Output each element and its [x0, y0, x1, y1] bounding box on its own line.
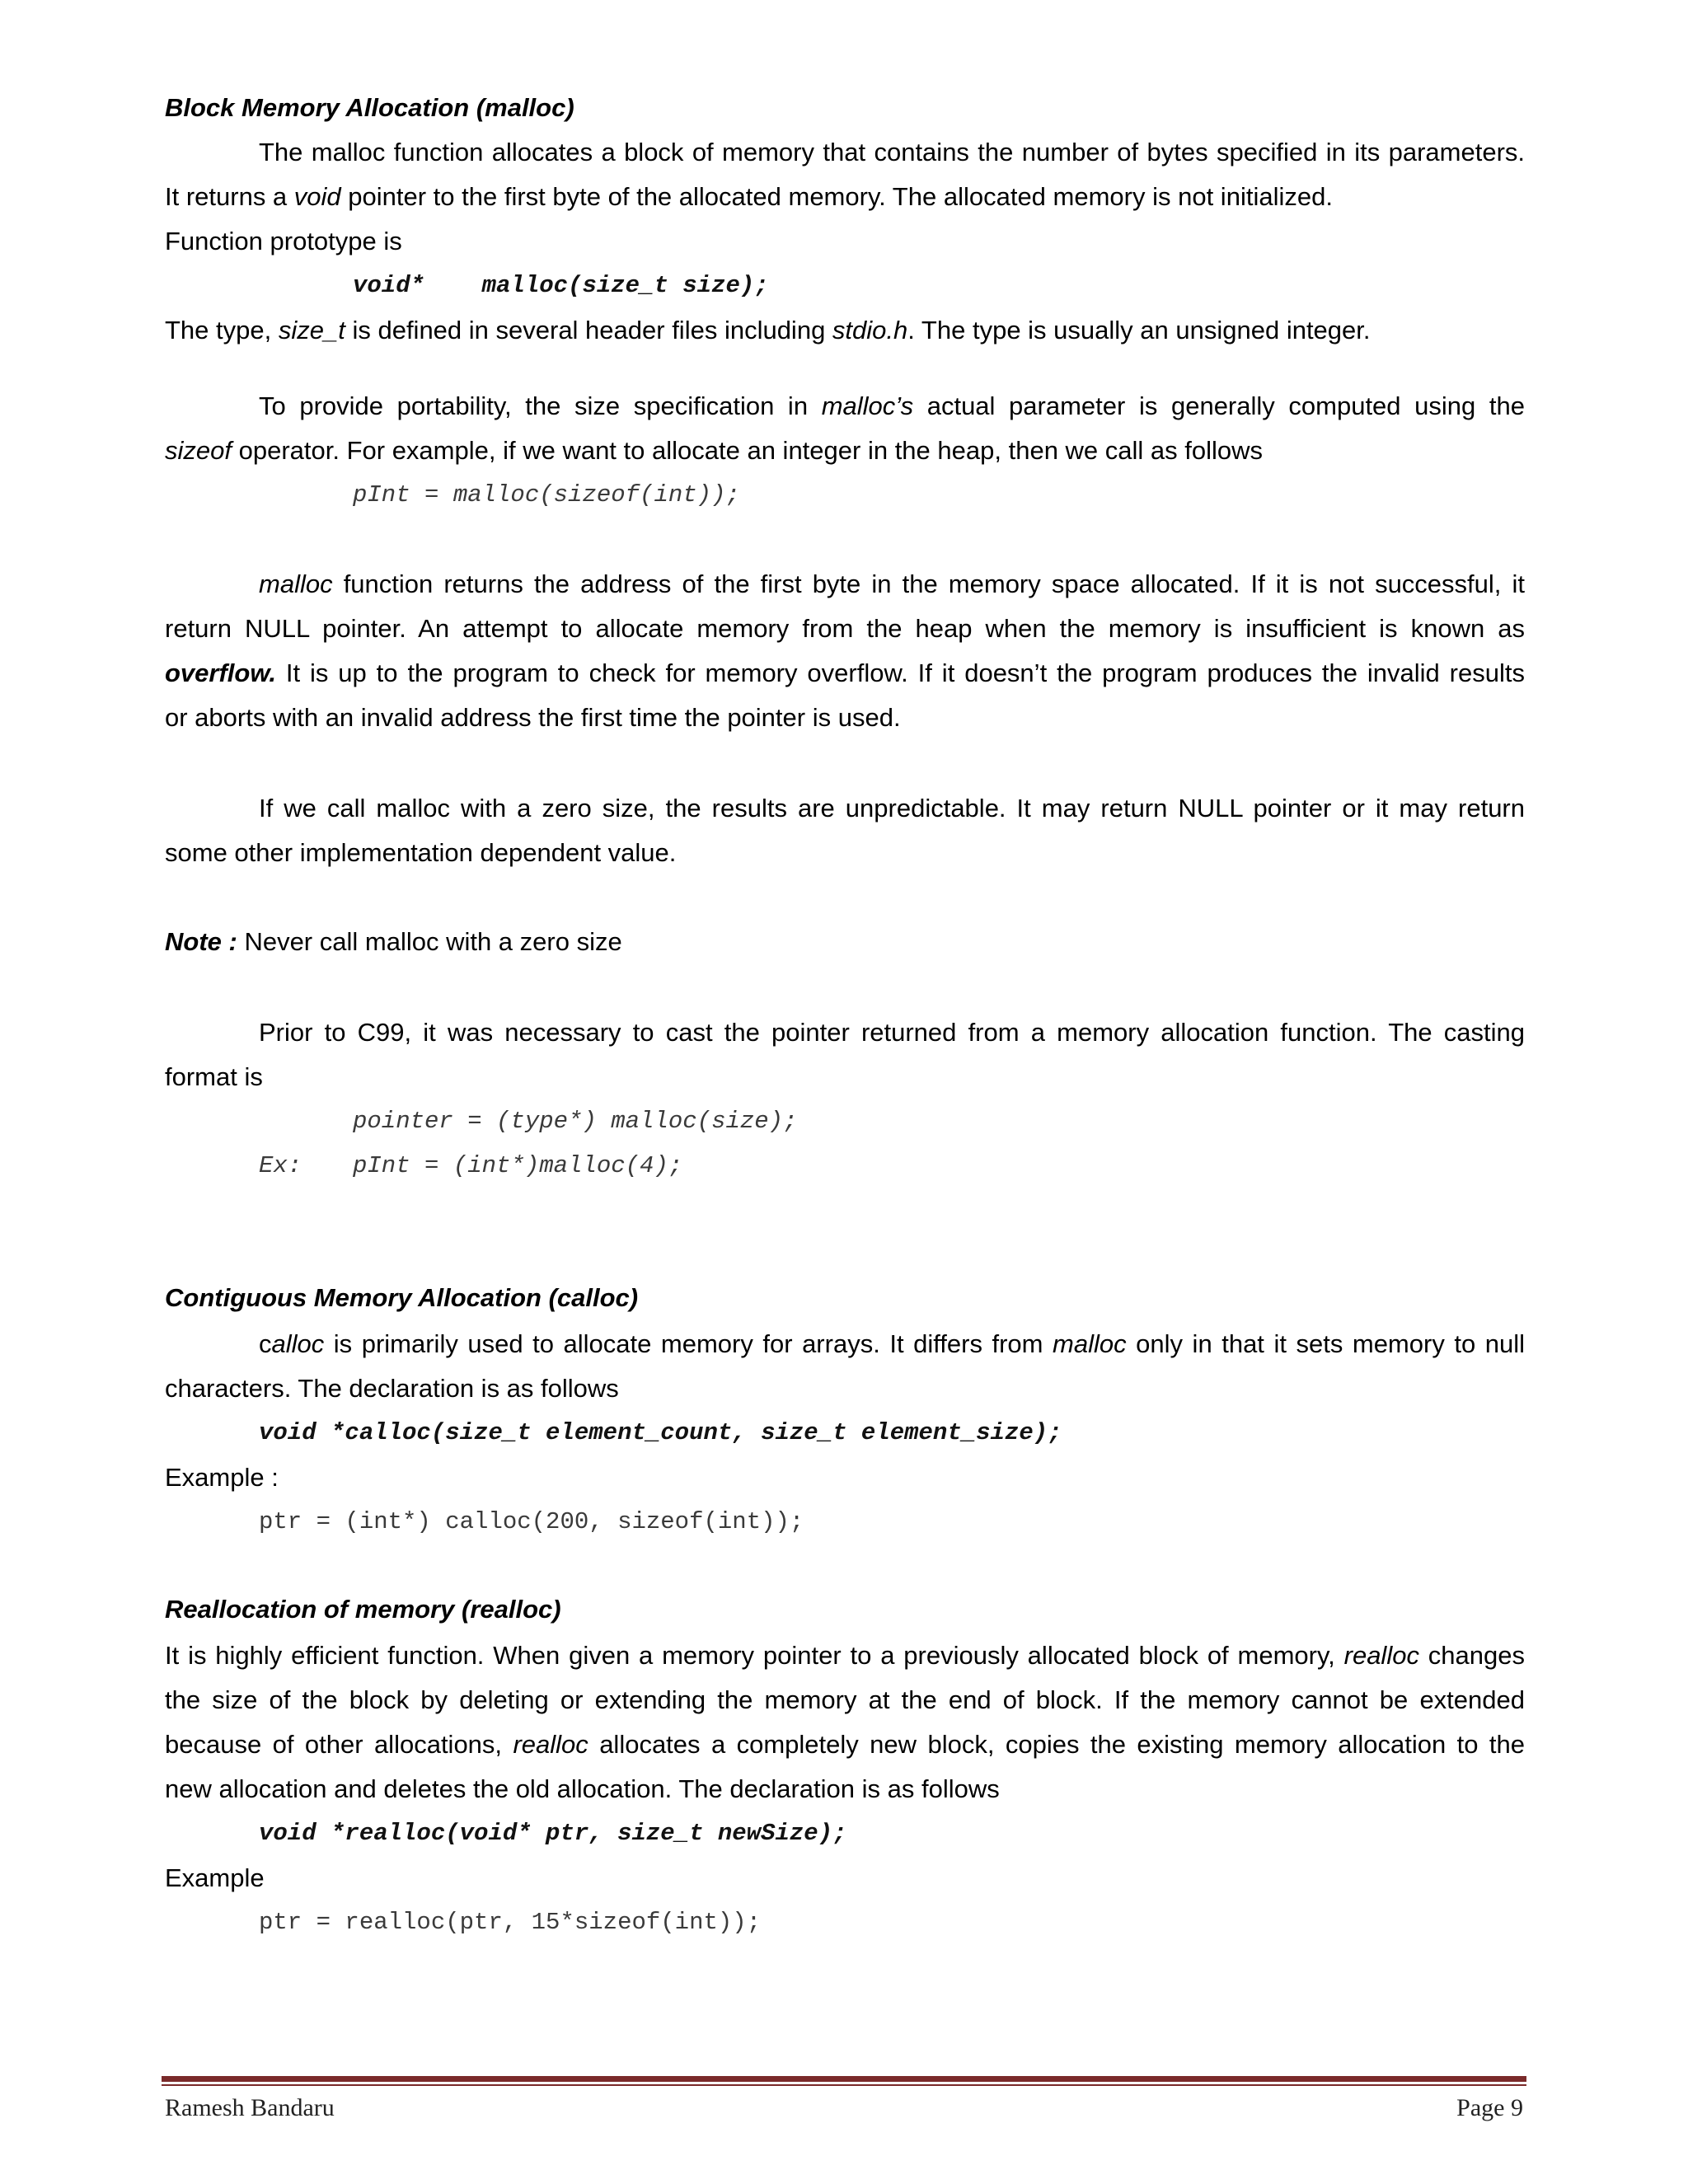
prototype-label: Function prototype is [165, 227, 402, 255]
heading-calloc: Contiguous Memory Allocation (calloc) [165, 1283, 639, 1312]
calloc-example-code: ptr = (int*) calloc(200, sizeof(int)); [259, 1508, 804, 1535]
cast-code: pointer = (type*) malloc(size); [353, 1108, 798, 1135]
cast-example-code: pInt = (int*)malloc(4); [353, 1152, 683, 1179]
realloc-example-label: Example [165, 1863, 265, 1892]
return-line: malloc function returns the address of the first byte in the memory space allocated. If it is not successful, it [259, 569, 1525, 598]
footer-author: Ramesh Bandaru [165, 2094, 335, 2121]
return-line: overflow. It is up to the program to check for memory overflow. If it doesn’t the program produces the invalid results [165, 658, 1525, 687]
footer-rule [162, 2076, 1526, 2082]
malloc-paragraph-line: It returns a void pointer to the first byte of the allocated memory. The allocated memory is not initialized. [165, 182, 1333, 211]
return-line: or aborts with an invalid address the first time the pointer is used. [165, 703, 901, 732]
calloc-declaration-code: void *calloc(size_t element_count, size_t element_size); [259, 1419, 1062, 1446]
cast-line: Prior to C99, it was necessary to cast the pointer returned from a memory allocation function. The casting [259, 1018, 1525, 1047]
portability-line: To provide portability, the size specification in malloc’s actual parameter is generally computed using the [259, 391, 1525, 420]
sizeof-code: pInt = malloc(sizeof(int)); [353, 481, 740, 509]
cast-line: format is [165, 1062, 263, 1091]
realloc-line: new allocation and deletes the old allocation. The declaration is as follows [165, 1774, 1000, 1803]
heading-malloc: Block Memory Allocation (malloc) [165, 93, 574, 122]
return-line: return NULL pointer. An attempt to allocate memory from the heap when the memory is insufficient is known as [165, 614, 1525, 643]
note-line: Note : Never call malloc with a zero size [165, 927, 622, 956]
note-label: Note : [165, 927, 237, 956]
calloc-example-label: Example : [165, 1463, 279, 1492]
portability-line: sizeof operator. For example, if we want to allocate an integer in the heap, then we call as follows [165, 436, 1264, 465]
realloc-line: It is highly efficient function. When given a memory pointer to a previously allocated block of memory, realloc changes [165, 1641, 1525, 1670]
footer-page-number: Page 9 [1456, 2094, 1523, 2121]
realloc-example-code: ptr = realloc(ptr, 15*sizeof(int)); [259, 1909, 762, 1936]
zero-size-line: If we call malloc with a zero size, the results are unpredictable. It may return NULL pointer or it may return [259, 794, 1525, 823]
calloc-line: characters. The declaration is as follows [165, 1374, 619, 1403]
zero-size-line: some other implementation dependent value. [165, 838, 677, 867]
footer-rule-thin [162, 2084, 1526, 2086]
realloc-line: because of other allocations, realloc allocates a completely new block, copies the existing memory allocation to the [165, 1730, 1525, 1759]
cast-example-label: Ex: [259, 1152, 302, 1179]
malloc-paragraph-line: The malloc function allocates a block of memory that contains the number of bytes specified in its parameters. [259, 138, 1525, 166]
malloc-prototype-code: void* malloc(size_t size); [353, 272, 769, 299]
heading-realloc: Reallocation of memory (realloc) [165, 1595, 561, 1624]
realloc-declaration-code: void *realloc(void* ptr, size_t newSize); [259, 1820, 847, 1847]
realloc-line: the size of the block by deleting or extending the memory at the end of block. If the memory cannot be extended [165, 1685, 1525, 1714]
calloc-line: calloc is primarily used to allocate memory for arrays. It differs from malloc only in that it sets memory to null [259, 1329, 1525, 1358]
size-t-line: The type, size_t is defined in several header files including stdio.h. The type is usually an unsigned integer. [165, 316, 1371, 344]
